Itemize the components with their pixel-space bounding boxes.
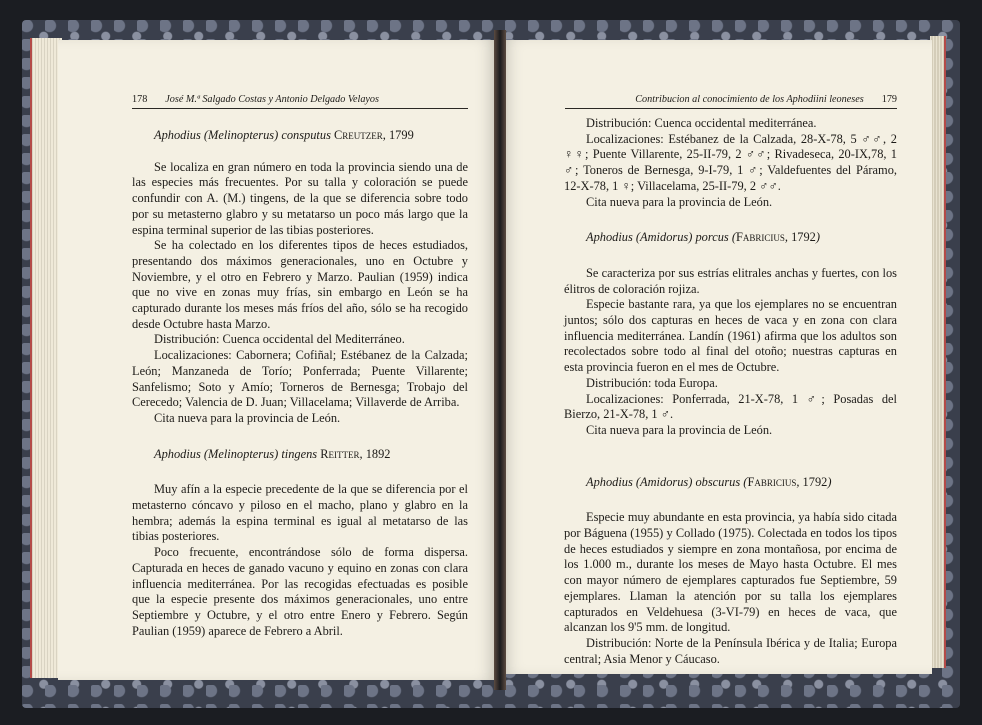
species-year: 1799 xyxy=(388,128,414,142)
paragraph: Localizaciones: Ponferrada, 21-X-78, 1 ♂; Posadas del Bierzo, 21-X-78, 1 ♂. xyxy=(564,391,897,422)
left-page xyxy=(58,40,498,680)
paragraph: Especie bastante rara, ya que los ejemplares no se encuentran juntos; sólo dos capturas en heces de vaca y en zona con clara influencia mediterránea. Landín (1961) afirma que los adultos son recolectados sobre todo al final del otoño; nuestras capturas en esta provincia fueron en el mes de Octubre. xyxy=(564,297,897,375)
species-heading: Aphodius (Amidorus) obscurus (Fabricius, 1792) xyxy=(586,474,832,489)
species-year: 1792 xyxy=(802,474,828,489)
species-name: Aphodius (Amidorus) porcus xyxy=(586,230,729,245)
paragraph: Localizaciones: Cabornera; Cofiñal; Estébanez de la Calzada; León; Manzaneda de Torío; Ponferrada; Puente Villarente; Sanfelismo; Soto y Amío; Torneros de Bernesga; Trobajo del Cerecedo; Valencia de D. Juan; Villacelama; Villaverde de Arriba. xyxy=(132,348,468,410)
paragraph: Cita nueva para la provincia de León. xyxy=(586,194,773,209)
species-heading: Aphodius (Amidorus) porcus (Fabricius, 1792) xyxy=(586,230,820,245)
paragraph: Se ha colectado en los diferentes tipos de heces estudiados, presentando dos máximos generacionales, uno en Octubre y Noviembre, y el otro en Febrero y Marzo. Paulian (1959) indica que no vive en zonas muy frías, sin embargo en León se ha capturado durante los meses más fríos del año, sólo se ha recogido desde Octubre hasta Marzo. xyxy=(132,238,468,331)
left-running-title: José M.ª Salgado Costas y Antonio Delgado Velayos xyxy=(165,94,379,105)
right-running-title: Contribucion al conocimiento de los Aphodiini leoneses xyxy=(635,94,864,105)
species-year: 1892 xyxy=(365,446,391,461)
right-running-head xyxy=(565,92,897,109)
species-author: Reitter xyxy=(320,446,360,461)
species-author: Creutzer xyxy=(334,128,383,142)
paragraph: Distribución: Norte de la Península Ibérica y de Italia; Europa central; Asia Menor y Cáucaso. xyxy=(564,635,897,666)
species-heading: Aphodius (Melinopterus) tingens Reitter, 1892 xyxy=(154,446,391,461)
paragraph: Localizaciones: Estébanez de la Calzada, 28-X-78, 5 ♂♂, 2 ♀♀; Puente Villarente, 25-II-79, 2 ♂♂; Rivadeseca, 20-IX,78, 1 ♂; Toneros de Bernesga, 9-I-79, 1 ♂; Valdefuentes del Páramo, 12-X-78, 1 ♀; Villacelama, 25-II-79, 2 ♂♂. xyxy=(564,131,897,193)
species-name: Aphodius (Melinopterus) tingens xyxy=(154,446,318,461)
species-author: Fabricius xyxy=(735,230,785,245)
species-name: Aphodius (Melinopterus) consputus xyxy=(154,128,331,142)
species-year: 1792 xyxy=(791,230,816,245)
left-page-body xyxy=(132,128,468,639)
species-name: Aphodius (Amidorus) obscurus xyxy=(586,474,741,489)
right-page-number: 179 xyxy=(881,94,897,105)
paragraph: Cita nueva para la provincia de León. xyxy=(154,410,341,425)
paragraph: Poco frecuente, encontrándose sólo de forma dispersa. Capturada en heces de ganado vacuno y equino en zonas con clara influencia mediterránea. Por las recogidas efectuadas es posible que la especie presente dos máximos generacionales, uno entre Septiembre y Octubre, y el otro entre Enero y Febrero. Según Paulian (1959) aparece de Febrero a Abril. xyxy=(132,545,468,638)
left-running-head xyxy=(132,92,468,109)
page-edges-right xyxy=(930,36,946,668)
paragraph: Se localiza en gran número en toda la provincia siendo una de las especies más frecuentes. Por su talla y coloración se puede confundir con A. (M.) tingens, de la que se diferencia sobre todo por su metasterno glabro y su metatarso un poco más largo que la espina terminal superior de las tibias posteriores. xyxy=(132,159,468,237)
paragraph: Cita nueva para la provincia de León. xyxy=(586,422,773,437)
paragraph: Se caracteriza por sus estrías elitrales anchas y fuertes, con los élitros de coloración rojiza. xyxy=(564,265,897,296)
species-heading: Aphodius (Melinopterus) consputus Creutzer, 1799 xyxy=(154,128,414,142)
species-author: Fabricius xyxy=(747,474,797,489)
right-page-body xyxy=(564,116,897,667)
paragraph: Distribución: Cuenca occidental del Mediterráneo. xyxy=(154,332,405,347)
paragraph: Muy afín a la especie precedente de la que se diferencia por el metasterno cóncavo y piloso en el macho, plano y glabro en la hembra; además la espina terminal es igual al metatarso de las tibias posteriores. xyxy=(132,482,468,544)
paragraph: Distribución: Cuenca occidental mediterránea. xyxy=(586,116,817,130)
book-gutter xyxy=(494,30,506,690)
paragraph: Especie muy abundante en esta provincia, ya había sido citada por Báguena (1955) y Collado (1975). Colectada en todos los tipos de heces estudiados y siempre en zona montañosa, por encima de los 1.000 m., durante los meses de Mayo hasta Octubre. El mes con mayor número de ejemplares capturados fue Septiembre, 59 ejemplares. Llaman la atención por su talla los ejemplares capturados en Veldehuesa (3-VI-79) en heces de vaca, que alcanzan los 9'5 mm. de longitud. xyxy=(564,510,897,635)
left-page-number: 178 xyxy=(132,94,148,105)
paragraph: Distribución: toda Europa. xyxy=(586,375,718,390)
right-page xyxy=(500,40,932,674)
